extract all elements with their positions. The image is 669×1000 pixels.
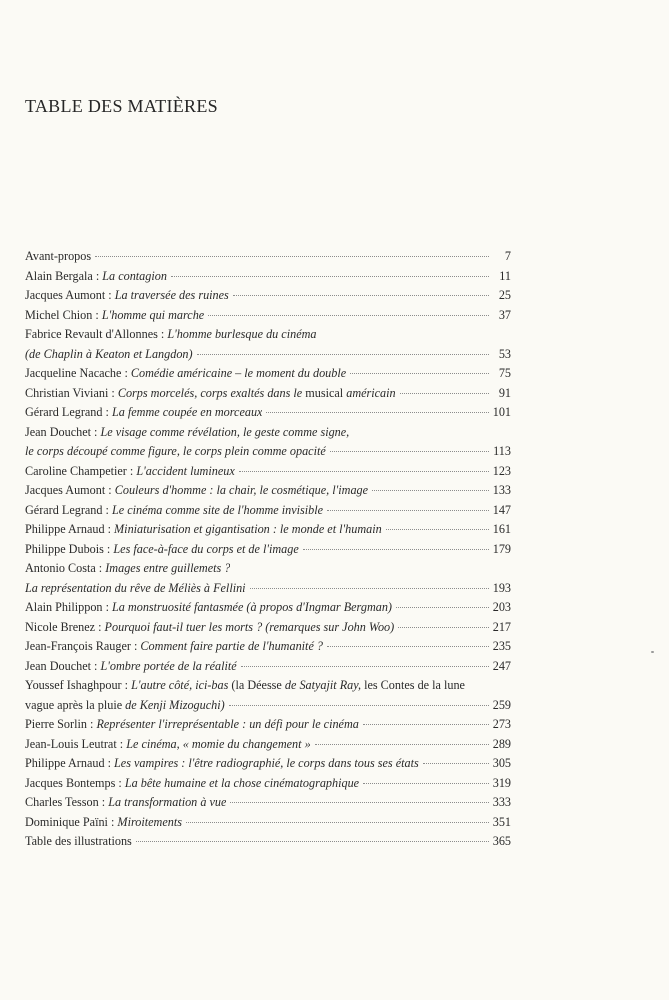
toc-title-part: Miroitements <box>117 814 182 829</box>
paper-speck <box>651 651 654 653</box>
dot-leader <box>396 607 489 608</box>
dot-leader <box>398 627 489 628</box>
toc-line-text <box>25 776 359 791</box>
page-number: 193 <box>492 580 511 595</box>
toc-line <box>25 308 511 328</box>
page-number: 147 <box>492 502 511 517</box>
page-number: 179 <box>492 541 511 556</box>
toc-line-text <box>25 503 323 518</box>
toc-author-part: vague après la pluie <box>25 697 126 712</box>
dot-leader <box>327 646 489 647</box>
toc-line-text <box>25 366 346 381</box>
toc-title-part: La femme coupée en morceaux <box>111 405 263 420</box>
page-number: 203 <box>492 600 511 615</box>
dot-leader <box>386 529 489 530</box>
toc-author-part: Dominique Païni : <box>25 814 118 829</box>
toc-title-part: Images entre guillemets ? <box>105 561 231 576</box>
page-number: 217 <box>492 619 511 634</box>
dot-leader <box>350 373 489 374</box>
toc-author-part: Avant-propos <box>25 249 92 263</box>
toc-line-text <box>25 464 235 479</box>
toc-title-part: américain <box>343 385 396 400</box>
toc-line-text <box>25 581 246 596</box>
toc-line-text <box>25 522 382 537</box>
page-number: 7 <box>504 249 511 263</box>
toc-title-part: Le cinéma comme site de l'homme invisible <box>111 502 324 517</box>
page-number: 91 <box>498 385 511 400</box>
toc-author-part: les Contes de la lune <box>361 678 465 693</box>
toc-line <box>25 483 511 503</box>
toc-line <box>25 405 511 425</box>
toc-author-part: Jean Douchet : <box>25 658 101 673</box>
page-number: 101 <box>492 405 511 420</box>
toc-author-part: Gérard Legrand : <box>25 502 112 517</box>
page-number: 273 <box>492 717 511 732</box>
toc-line <box>25 366 511 386</box>
toc-title-part: de Satyajit Ray, <box>284 678 362 693</box>
toc-line <box>25 795 511 815</box>
toc-line-text <box>25 834 132 849</box>
toc-line-text <box>25 756 419 771</box>
dot-leader <box>250 588 489 589</box>
toc-author-part: Philippe Arnaud : <box>25 522 115 537</box>
dot-leader <box>186 822 489 823</box>
toc-author-part: Caroline Champetier : <box>25 463 137 478</box>
dot-leader <box>136 841 489 842</box>
dot-leader <box>95 256 489 257</box>
page-title: TABLE DES MATIÈRES <box>25 96 218 117</box>
toc-title-part: le corps découpé comme figure, le corps plein comme opacité <box>25 444 326 459</box>
dot-leader <box>315 744 489 745</box>
toc-title-part: La contagion <box>102 268 167 283</box>
toc-title-part: La transformation à vue <box>108 795 227 810</box>
toc-line-text <box>25 639 323 654</box>
toc-title-part: Couleurs d'homme : la chair, le cosmétique, l'image <box>114 483 369 498</box>
toc-line-text <box>25 444 326 459</box>
toc-line-text <box>25 249 91 264</box>
toc-line-text <box>25 678 465 693</box>
toc-author-part: Philippe Arnaud : <box>25 756 115 771</box>
toc-author-part: Alain Bergala : <box>25 268 103 283</box>
dot-leader <box>423 763 489 764</box>
toc-line-text <box>25 561 230 576</box>
toc-author-part: (la Déesse <box>228 678 285 693</box>
toc-line-text <box>25 698 225 713</box>
toc-line-text <box>25 717 359 732</box>
toc-title-part: de Kenji Mizoguchi) <box>125 697 225 712</box>
toc-title-part: La bête humaine et la chose cinématographique <box>124 775 360 790</box>
toc-line <box>25 249 511 269</box>
dot-leader <box>241 666 489 667</box>
toc-line <box>25 288 511 308</box>
toc-line <box>25 639 511 659</box>
toc-title-part: Comment faire partie de l'humanité ? <box>140 639 323 654</box>
toc-line <box>25 327 511 347</box>
dot-leader <box>197 354 489 355</box>
toc-author-part: Antonio Costa : <box>25 561 106 576</box>
page-number: 123 <box>492 463 511 478</box>
toc-author-part: Jacqueline Nacache : <box>25 366 131 381</box>
toc-title-part: L'autre côté, ici-bas <box>131 678 229 693</box>
toc-line <box>25 698 511 718</box>
toc-line <box>25 522 511 542</box>
page-number: 113 <box>493 444 511 459</box>
toc-line <box>25 542 511 562</box>
toc-title-part: L'homme qui marche <box>101 307 205 322</box>
page-number: 11 <box>499 268 511 283</box>
page-number: 133 <box>492 483 511 498</box>
toc-title-part: La traversée des ruines <box>114 288 229 303</box>
toc-author-part: Jacques Aumont : <box>25 288 115 303</box>
page-number: 305 <box>492 756 511 771</box>
dot-leader <box>400 393 489 394</box>
page-number: 25 <box>498 288 511 303</box>
toc-line <box>25 756 511 776</box>
toc-title-part: L'accident lumineux <box>136 463 235 478</box>
toc-author-part: Youssef Ishaghpour : <box>25 678 132 693</box>
toc-title-part: Comédie américaine – le moment du double <box>130 366 347 381</box>
toc-title-part: (de Chaplin à Keaton et Langdon) <box>25 346 193 361</box>
dot-leader <box>330 451 489 452</box>
toc-title-part: Miniaturisation et gigantisation : le monde et l'humain <box>114 522 382 537</box>
page-number: 247 <box>492 658 511 673</box>
toc-author-part: Fabrice Revault d'Allonnes : <box>25 327 168 342</box>
dot-leader <box>266 412 488 413</box>
toc-line <box>25 503 511 523</box>
page-number: 259 <box>492 697 511 712</box>
toc-author-part: Jean Douchet : <box>25 424 101 439</box>
toc-line-text <box>25 737 311 752</box>
toc-line <box>25 425 511 445</box>
dot-leader <box>327 510 489 511</box>
toc-line-text <box>25 425 349 440</box>
toc-line-text <box>25 308 204 323</box>
toc-line <box>25 444 511 464</box>
page-number: 235 <box>492 639 511 654</box>
toc-line-text <box>25 405 262 420</box>
toc-title-part: Représenter l'irreprésentable : un défi pour le cinéma <box>96 717 359 732</box>
toc-line <box>25 386 511 406</box>
dot-leader <box>208 315 489 316</box>
table-of-contents <box>25 249 511 854</box>
toc-author-part: musical <box>305 385 344 400</box>
toc-author-part: Jean-François Rauger : <box>25 639 141 654</box>
toc-author-part: Michel Chion : <box>25 307 102 322</box>
toc-author-part: Jean-Louis Leutrat : <box>25 736 127 751</box>
toc-author-part: Table des illustrations <box>25 834 132 849</box>
toc-line-text <box>25 386 396 401</box>
toc-title-part: La monstruosité fantasmée (à propos d'Ingmar Bergman) <box>112 600 392 615</box>
dot-leader <box>239 471 489 472</box>
toc-author-part: Jacques Bontemps : <box>25 775 125 790</box>
toc-title-part: La représentation du rêve de Méliès à Fellini <box>25 580 246 595</box>
toc-line-text <box>25 659 237 674</box>
toc-line-text <box>25 269 167 284</box>
toc-line <box>25 659 511 679</box>
page-number: 53 <box>498 346 511 361</box>
toc-title-part: Les face-à-face du corps et de l'image <box>113 541 299 556</box>
dot-leader <box>363 724 489 725</box>
toc-title-part: Le visage comme révélation, le geste comme signe, <box>100 424 350 439</box>
toc-line-text <box>25 815 182 830</box>
toc-line <box>25 464 511 484</box>
dot-leader <box>363 783 489 784</box>
toc-line <box>25 815 511 835</box>
dot-leader <box>303 549 489 550</box>
dot-leader <box>171 276 489 277</box>
toc-title-part: L'ombre portée de la réalité <box>100 658 237 673</box>
toc-title-part: Pourquoi faut-il tuer les morts ? (remarques sur John Woo) <box>104 619 395 634</box>
toc-title-part: Les vampires : l'être radiographié, le corps dans tous ses états <box>114 756 419 771</box>
toc-author-part: Jacques Aumont : <box>25 483 115 498</box>
toc-line-text <box>25 327 317 342</box>
toc-author-part: Pierre Sorlin : <box>25 717 97 732</box>
toc-line-text <box>25 288 229 303</box>
toc-line <box>25 581 511 601</box>
toc-line <box>25 561 511 581</box>
toc-line-text <box>25 542 299 557</box>
toc-title-part: L'homme burlesque du cinéma <box>167 327 317 342</box>
toc-line-text <box>25 347 193 362</box>
toc-line <box>25 717 511 737</box>
dot-leader <box>233 295 489 296</box>
dot-leader <box>229 705 489 706</box>
page-number: 333 <box>492 795 511 810</box>
toc-line-text <box>25 483 368 498</box>
toc-author-part: Christian Viviani : <box>25 385 118 400</box>
toc-line <box>25 269 511 289</box>
toc-line <box>25 737 511 757</box>
dot-leader <box>230 802 488 803</box>
toc-author-part: Nicole Brenez : <box>25 619 105 634</box>
toc-line <box>25 834 511 854</box>
page-number: 365 <box>492 834 511 849</box>
page-number: 75 <box>498 366 511 381</box>
toc-author-part: Charles Tesson : <box>25 795 109 810</box>
toc-line <box>25 600 511 620</box>
page-number: 319 <box>492 775 511 790</box>
toc-line <box>25 678 511 698</box>
dot-leader <box>372 490 489 491</box>
toc-line-text <box>25 795 226 810</box>
page-number: 37 <box>498 307 511 322</box>
toc-author-part: Alain Philippon : <box>25 600 113 615</box>
page-number: 289 <box>492 736 511 751</box>
page-number: 351 <box>492 814 511 829</box>
toc-author-part: Gérard Legrand : <box>25 405 112 420</box>
toc-line <box>25 347 511 367</box>
toc-author-part: Philippe Dubois : <box>25 541 114 556</box>
toc-title-part: Corps morcelés, corps exaltés dans le <box>117 385 306 400</box>
toc-title-part: Le cinéma, « momie du changement » <box>126 736 311 751</box>
page-number: 161 <box>492 522 511 537</box>
toc-line-text <box>25 600 392 615</box>
toc-line-text <box>25 620 394 635</box>
toc-line <box>25 776 511 796</box>
toc-line <box>25 620 511 640</box>
